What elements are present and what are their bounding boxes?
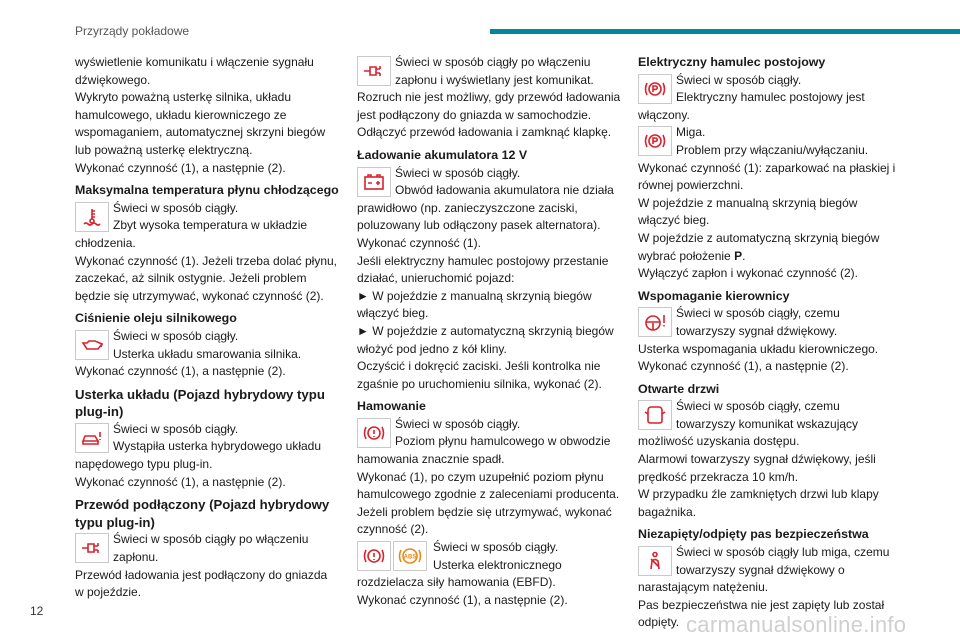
instruction-text: Alarmowi towarzyszy sygnał dźwiękowy, jeśli prędkość przekracza 10 km/h.	[638, 452, 876, 484]
battery-icon	[357, 167, 391, 197]
column-1	[75, 54, 339, 602]
indicator-text: Świeci w sposób ciągły.	[113, 200, 239, 215]
section-title: Przewód podłączony (Pojazd hybrydowy typu plug-in)	[75, 497, 330, 530]
indicator-text: Świeci w sposób ciągły.	[395, 416, 521, 431]
abs-icon	[393, 541, 427, 571]
open-door-car-icon	[638, 400, 672, 430]
oil-can-icon	[75, 330, 109, 360]
brake-warning-icon	[357, 418, 391, 448]
section-coolant	[75, 182, 339, 305]
indicator-text: Świeci w sposób ciągły, czemu towarzyszy sygnał dźwiękowy.	[676, 306, 840, 338]
indicator-text: Usterka elektronicznego rozdzielacza siły hamowania (EBFD).	[357, 557, 562, 590]
instruction-text: Przewód ładowania jest podłączony do gniazda w pojeździe.	[75, 567, 328, 600]
section-title: Ładowanie akumulatora 12 V	[357, 147, 528, 162]
instruction-text: Jeśli elektryczny hamulec postojowy przestanie działać, unieruchomić pojazd:	[357, 253, 609, 286]
section-title: Hamowanie	[357, 399, 426, 414]
column-2	[357, 54, 621, 609]
indicator-text: Miga.	[676, 125, 706, 140]
ebfd-icon-group	[357, 539, 429, 571]
instruction-text: Wykonać czynność (1): zaparkować na płaskiej i równej powierzchni.	[638, 160, 896, 193]
charging-plug-icon	[357, 56, 391, 86]
indicator-text: Świeci w sposób ciągły, czemu towarzyszy komunikat wskazujący możliwość uzyskania dostępu.	[638, 399, 859, 449]
indicator-text: Świeci w sposób ciągły.	[113, 328, 239, 343]
coolant-temperature-icon	[75, 202, 109, 232]
section-braking	[357, 398, 621, 609]
indicator-text: Świeci w sposób ciągły po włączeniu zapłonu.	[113, 532, 309, 565]
section-title: Otwarte drzwi	[638, 381, 720, 396]
section-power-steering	[638, 288, 902, 376]
instruction-text: Wyłączyć zapłon i wykonać czynność (2).	[638, 266, 858, 281]
hybrid-fault-car-icon	[75, 423, 109, 453]
instruction-text: Wykonać czynność (1).	[357, 235, 481, 250]
section-title: Elektryczny hamulec postojowy	[638, 55, 826, 69]
column-3	[638, 54, 902, 632]
instruction-text-part: W pojeździe z automatyczną skrzynią biegów wybrać położenie	[638, 230, 880, 263]
section-cable-connected	[75, 496, 339, 602]
indicator-text: Świeci w sposób ciągły.	[113, 421, 239, 436]
header-title: Przyrządy pokładowe	[75, 24, 190, 38]
parking-brake-icon	[638, 74, 672, 104]
instruction-text: Wykonać czynność (1). Jeżeli trzeba dolać płynu, zaczekać, aż silnik ostygnie. Jeżeli problem będzie się utrzymywać, wykonać czynność (2).	[75, 253, 338, 303]
indicator-text: Usterka układu smarowania silnika.	[113, 346, 302, 361]
section-hybrid-fault	[75, 386, 339, 492]
instruction-text	[638, 230, 902, 265]
intro-paragraph: Wykonać czynność (1), a następnie (2).	[75, 160, 286, 175]
instruction-text: Pas bezpieczeństwa nie jest zapięty lub został odpięty.	[638, 597, 885, 630]
brake-warning-icon	[357, 541, 391, 571]
instruction-text: Usterka wspomagania układu kierowniczego. Wykonać czynność (1), a następnie (2).	[638, 341, 879, 374]
section-title: Niezapięty/odpięty pas bezpieczeństwa	[638, 527, 869, 542]
indicator-text: Obwód ładowania akumulatora nie działa prawidłowo (np. zanieczyszczone zaciski, poluzowany lub odłączony pasek alternatora).	[357, 183, 614, 233]
section-title: Maksymalna temperatura płynu chłodzącego	[75, 183, 339, 198]
instruction-text: Oczyścić i dokręcić zaciski. Jeśli kontrolka nie zgaśnie po uruchomieniu silnika, wykonać (2).	[357, 359, 602, 391]
instruction-text: Wykonać czynność (1), a następnie (2).	[75, 474, 286, 489]
section-oil-pressure	[75, 310, 339, 380]
page-number: 12	[30, 604, 44, 618]
intro-paragraph: Wykryto poważną usterkę silnika, układu hamulcowego, układu kierowniczego ze wspomaganiem, automatycznej skrzyni biegów lub poważną usterkę elektryczną.	[75, 90, 326, 157]
charging-plug-icon	[75, 533, 109, 563]
indicator-text: Elektryczny hamulec postojowy jest włączony.	[638, 90, 865, 122]
instruction-text: ► W pojeździe z automatyczną skrzynią biegów włożyć pod jedno z kół kliny.	[357, 323, 614, 356]
instruction-text-part: .	[742, 248, 746, 263]
instruction-text: Wykonać (1), po czym uzupełnić poziom płynu hamulcowego zgodnie z zaleceniami producenta. Jeżeli problem będzie się utrzymywać, wykonać czynność (2).	[357, 469, 620, 537]
gear-position-p: P	[734, 248, 743, 263]
instruction-text: W przypadku źle zamkniętych drzwi lub klapy bagażnika.	[638, 487, 879, 519]
instruction-text: ► W pojeździe z manualną skrzynią biegów włączyć bieg.	[357, 288, 592, 321]
section-battery	[357, 147, 621, 393]
instruction-text: Wykonać czynność (1), a następnie (2).	[75, 364, 286, 379]
seatbelt-icon	[638, 546, 672, 576]
indicator-text: Świeci w sposób ciągły po włączeniu zapłonu i wyświetlany jest komunikat.	[395, 55, 594, 87]
section-title: Usterka układu (Pojazd hybrydowy typu plug-in)	[75, 386, 325, 420]
section-title: Wspomaganie kierownicy	[638, 288, 790, 303]
section-cable-connected-continued	[357, 54, 621, 142]
indicator-text: Świeci w sposób ciągły.	[676, 72, 802, 87]
steering-wheel-warning-icon	[638, 307, 672, 337]
intro-paragraph: wyświetlenie komunikatu i włączenie sygnału dźwiękowego.	[75, 55, 314, 87]
indicator-text: Wystąpiła usterka hybrydowego układu napędowego typu plug-in.	[75, 439, 322, 472]
indicator-text: Poziom płynu hamulcowego w obwodzie hamowania znacznie spadł.	[357, 434, 611, 467]
instruction-text: Rozruch nie jest możliwy, gdy przewód ładowania jest podłączony do gniazda w samochodzie. Odłączyć przewód ładowania i zamknąć klapkę.	[357, 90, 621, 140]
section-title: Ciśnienie oleju silnikowego	[75, 311, 237, 326]
indicator-text: Świeci w sposób ciągły.	[395, 165, 521, 180]
section-parking-brake	[638, 54, 902, 283]
indicator-text: Świeci w sposób ciągły lub miga, czemu towarzyszy sygnał dźwiękowy o narastającym natężeniu.	[638, 545, 890, 595]
abs-label: ABS	[403, 554, 417, 561]
section-open-door	[638, 381, 902, 522]
indicator-text: Zbyt wysoka temperatura w układzie chłodzenia.	[75, 218, 308, 250]
instruction-text: Wykonać czynność (1), a następnie (2).	[357, 592, 568, 607]
watermark: carmanualsonline.info	[686, 612, 907, 637]
instruction-text: W pojeździe z manualną skrzynią biegów włączyć bieg.	[638, 195, 858, 228]
indicator-text: Świeci w sposób ciągły.	[433, 540, 559, 555]
indicator-text: Problem przy włączaniu/wyłączaniu.	[676, 142, 869, 157]
header-accent-bar	[490, 29, 960, 34]
parking-brake-icon	[638, 126, 672, 156]
